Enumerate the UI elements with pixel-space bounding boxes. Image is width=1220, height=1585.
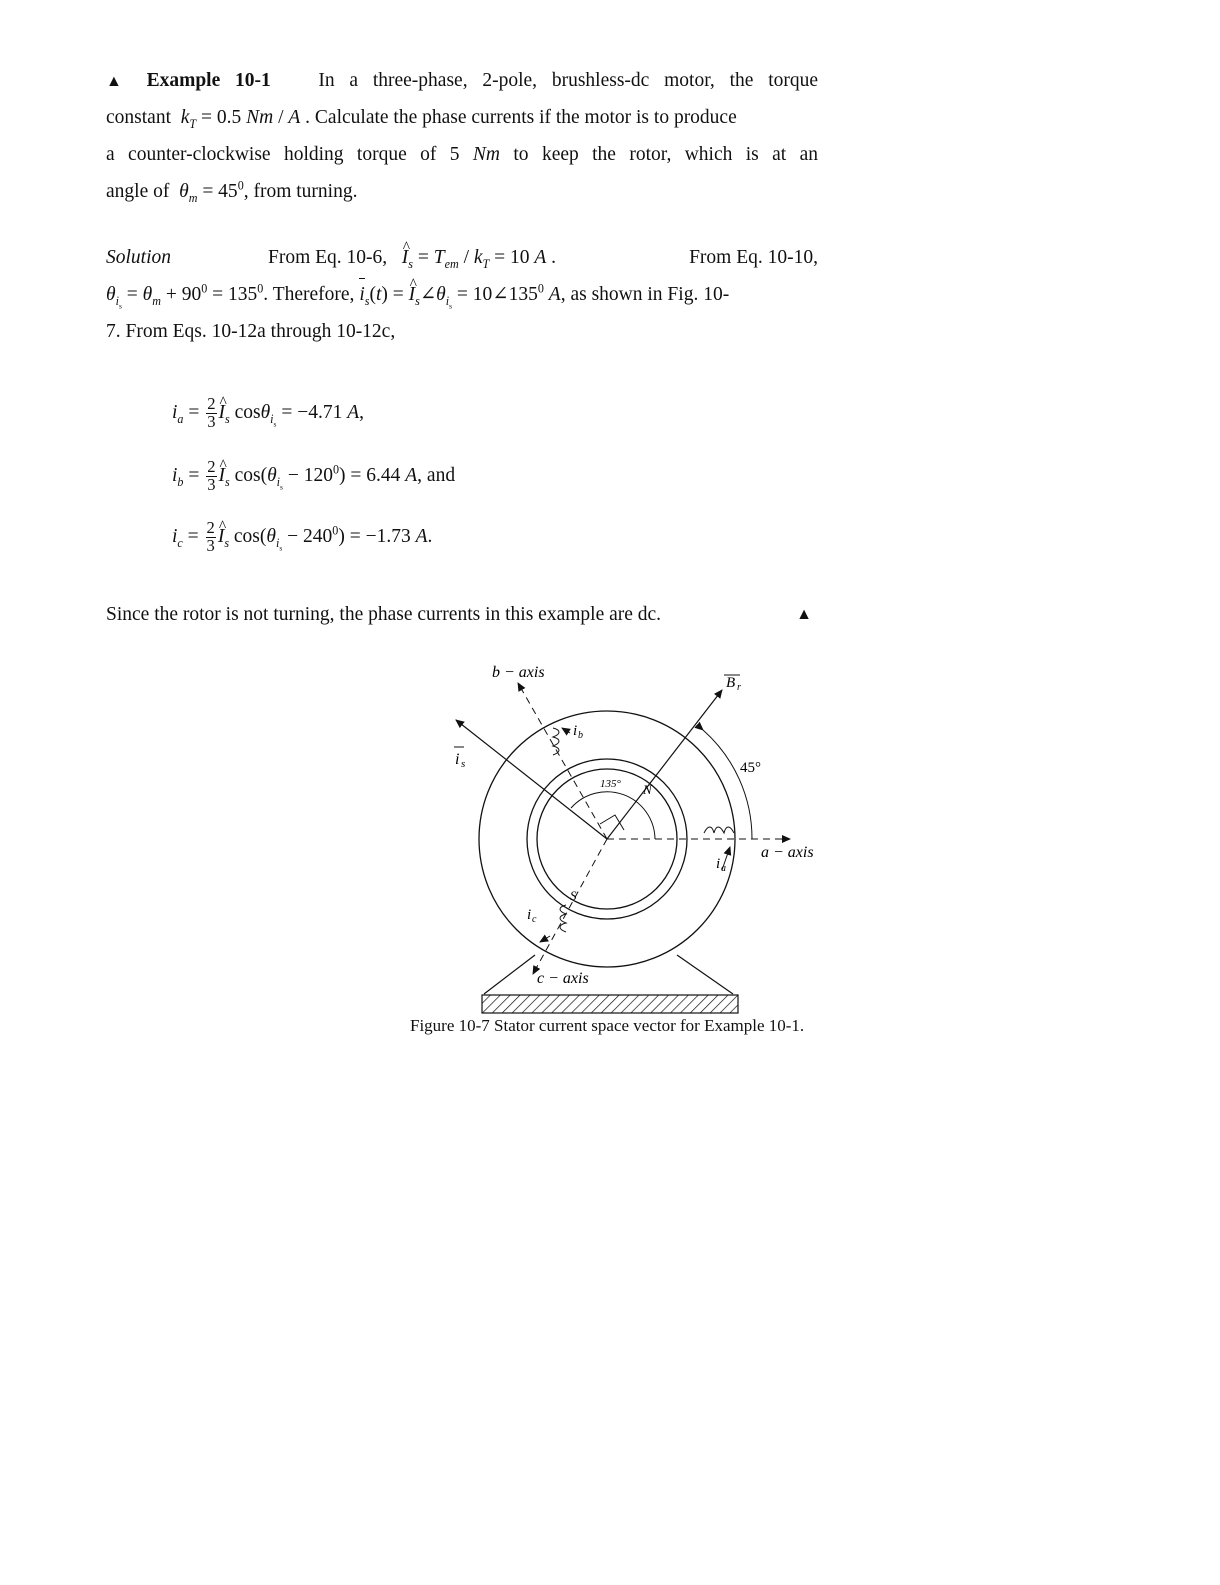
example-line-3: a counter-clockwise holding torque of 5 Nm to keep the rotor, which is at an	[106, 144, 819, 165]
motor-base	[482, 995, 738, 1013]
space-vector-formula: $i_s(t)$ = ^ $I_s\angle\theta_{i_s}$ = $10\angle 135^0$ A	[359, 284, 560, 305]
end-marker-icon: ▲	[796, 606, 812, 623]
figure-caption: Figure 10-7 Stator current space vector for Example 10-1.	[410, 1016, 805, 1035]
equation-ib: $i_b$ = $\frac{2}{3}$ ^ $I_s$ $\cos(\theta_{i_s} - 120^0) = 6.44$ A, and	[172, 453, 455, 499]
angle-45-label: 45°	[740, 760, 761, 776]
svg-text:i: i	[716, 856, 721, 872]
example-text-1: In a three-phase, 2-pole, brushless-dc motor, the torque	[318, 70, 819, 91]
svg-text:i: i	[573, 723, 578, 739]
solution-label: Solution	[106, 247, 172, 268]
svg-text:B: B	[726, 675, 736, 691]
solution-line-1: Solution From Eq. 10-6, ^ $I_s = T_{em} / k_T = 10$ A . From Eq. 10-10,	[106, 239, 818, 276]
rotor-angle-formula: $\theta_m = 45^0$	[179, 178, 244, 205]
svg-text:i: i	[455, 751, 460, 768]
conclusion-text: Since the rotor is not turning, the phase currents in this example are dc.	[106, 604, 662, 625]
svg-text:b: b	[578, 730, 583, 741]
solution-line-3: 7. From Eqs. 10-12a through 10-12c,	[106, 321, 396, 342]
torque-value: 5 Nm	[449, 144, 500, 165]
svg-text:i: i	[527, 907, 532, 923]
svg-text:s: s	[461, 758, 466, 770]
ic-value: = −1.73	[349, 526, 411, 547]
equation-ia: $i_a$ = $\frac{2}{3}$ ^ $I_s$ cosθ$_{i_s}$ = −4.71 A,	[172, 390, 364, 436]
example-marker-icon: ▲	[106, 73, 132, 90]
ia-value: = −4.71	[281, 402, 343, 423]
current-angle-formula: $\theta_{i_s} = \theta_m + 90^0 = 135^0$.	[106, 281, 269, 311]
is-vector-label	[454, 747, 465, 770]
b-axis-label: b − axis	[492, 664, 545, 681]
a-axis-label: a − axis	[761, 844, 814, 861]
right-foot	[677, 955, 733, 994]
north-pole-label: N	[643, 782, 652, 797]
ib-value: = 6.44	[350, 465, 401, 486]
example-line-2: constant $k_T = 0.5$ Nm / A . Calculate the phase currents if the motor is to produce	[106, 107, 737, 131]
equation-ic: $i_c$ = $\frac{2}{3}$ ^ $I_s$ $\cos(\theta_{i_s} - 240^0) = -1.73$ A.	[172, 514, 432, 560]
svg-text:a: a	[721, 863, 726, 874]
example-line-4: angle of $\theta_m = 45^0$, from turning.	[106, 178, 358, 205]
c-axis-label: c − axis	[537, 970, 589, 987]
torque-constant-formula: $k_T = 0.5$ Nm / A .	[180, 107, 311, 131]
svg-text:r: r	[737, 682, 741, 693]
left-foot	[484, 955, 535, 994]
angle-135-label: 135°	[600, 778, 621, 790]
current-magnitude-formula: ^ $I_s = T_{em} / k_T = 10$ A .	[392, 247, 556, 268]
solution-line-2: $\theta_{i_s} = \theta_m + 90^0 = 135^0$. Therefore, $i_s(t)$ = ^ $I_s\angle\theta_{i_s}$ = $10\angle 135^0$ A, as shown in Fig. 10-	[106, 276, 818, 313]
south-pole-label: S	[570, 888, 577, 903]
br-vector-label	[724, 675, 741, 693]
example-heading: Example 10-1	[146, 70, 271, 91]
svg-text:c: c	[532, 914, 537, 925]
